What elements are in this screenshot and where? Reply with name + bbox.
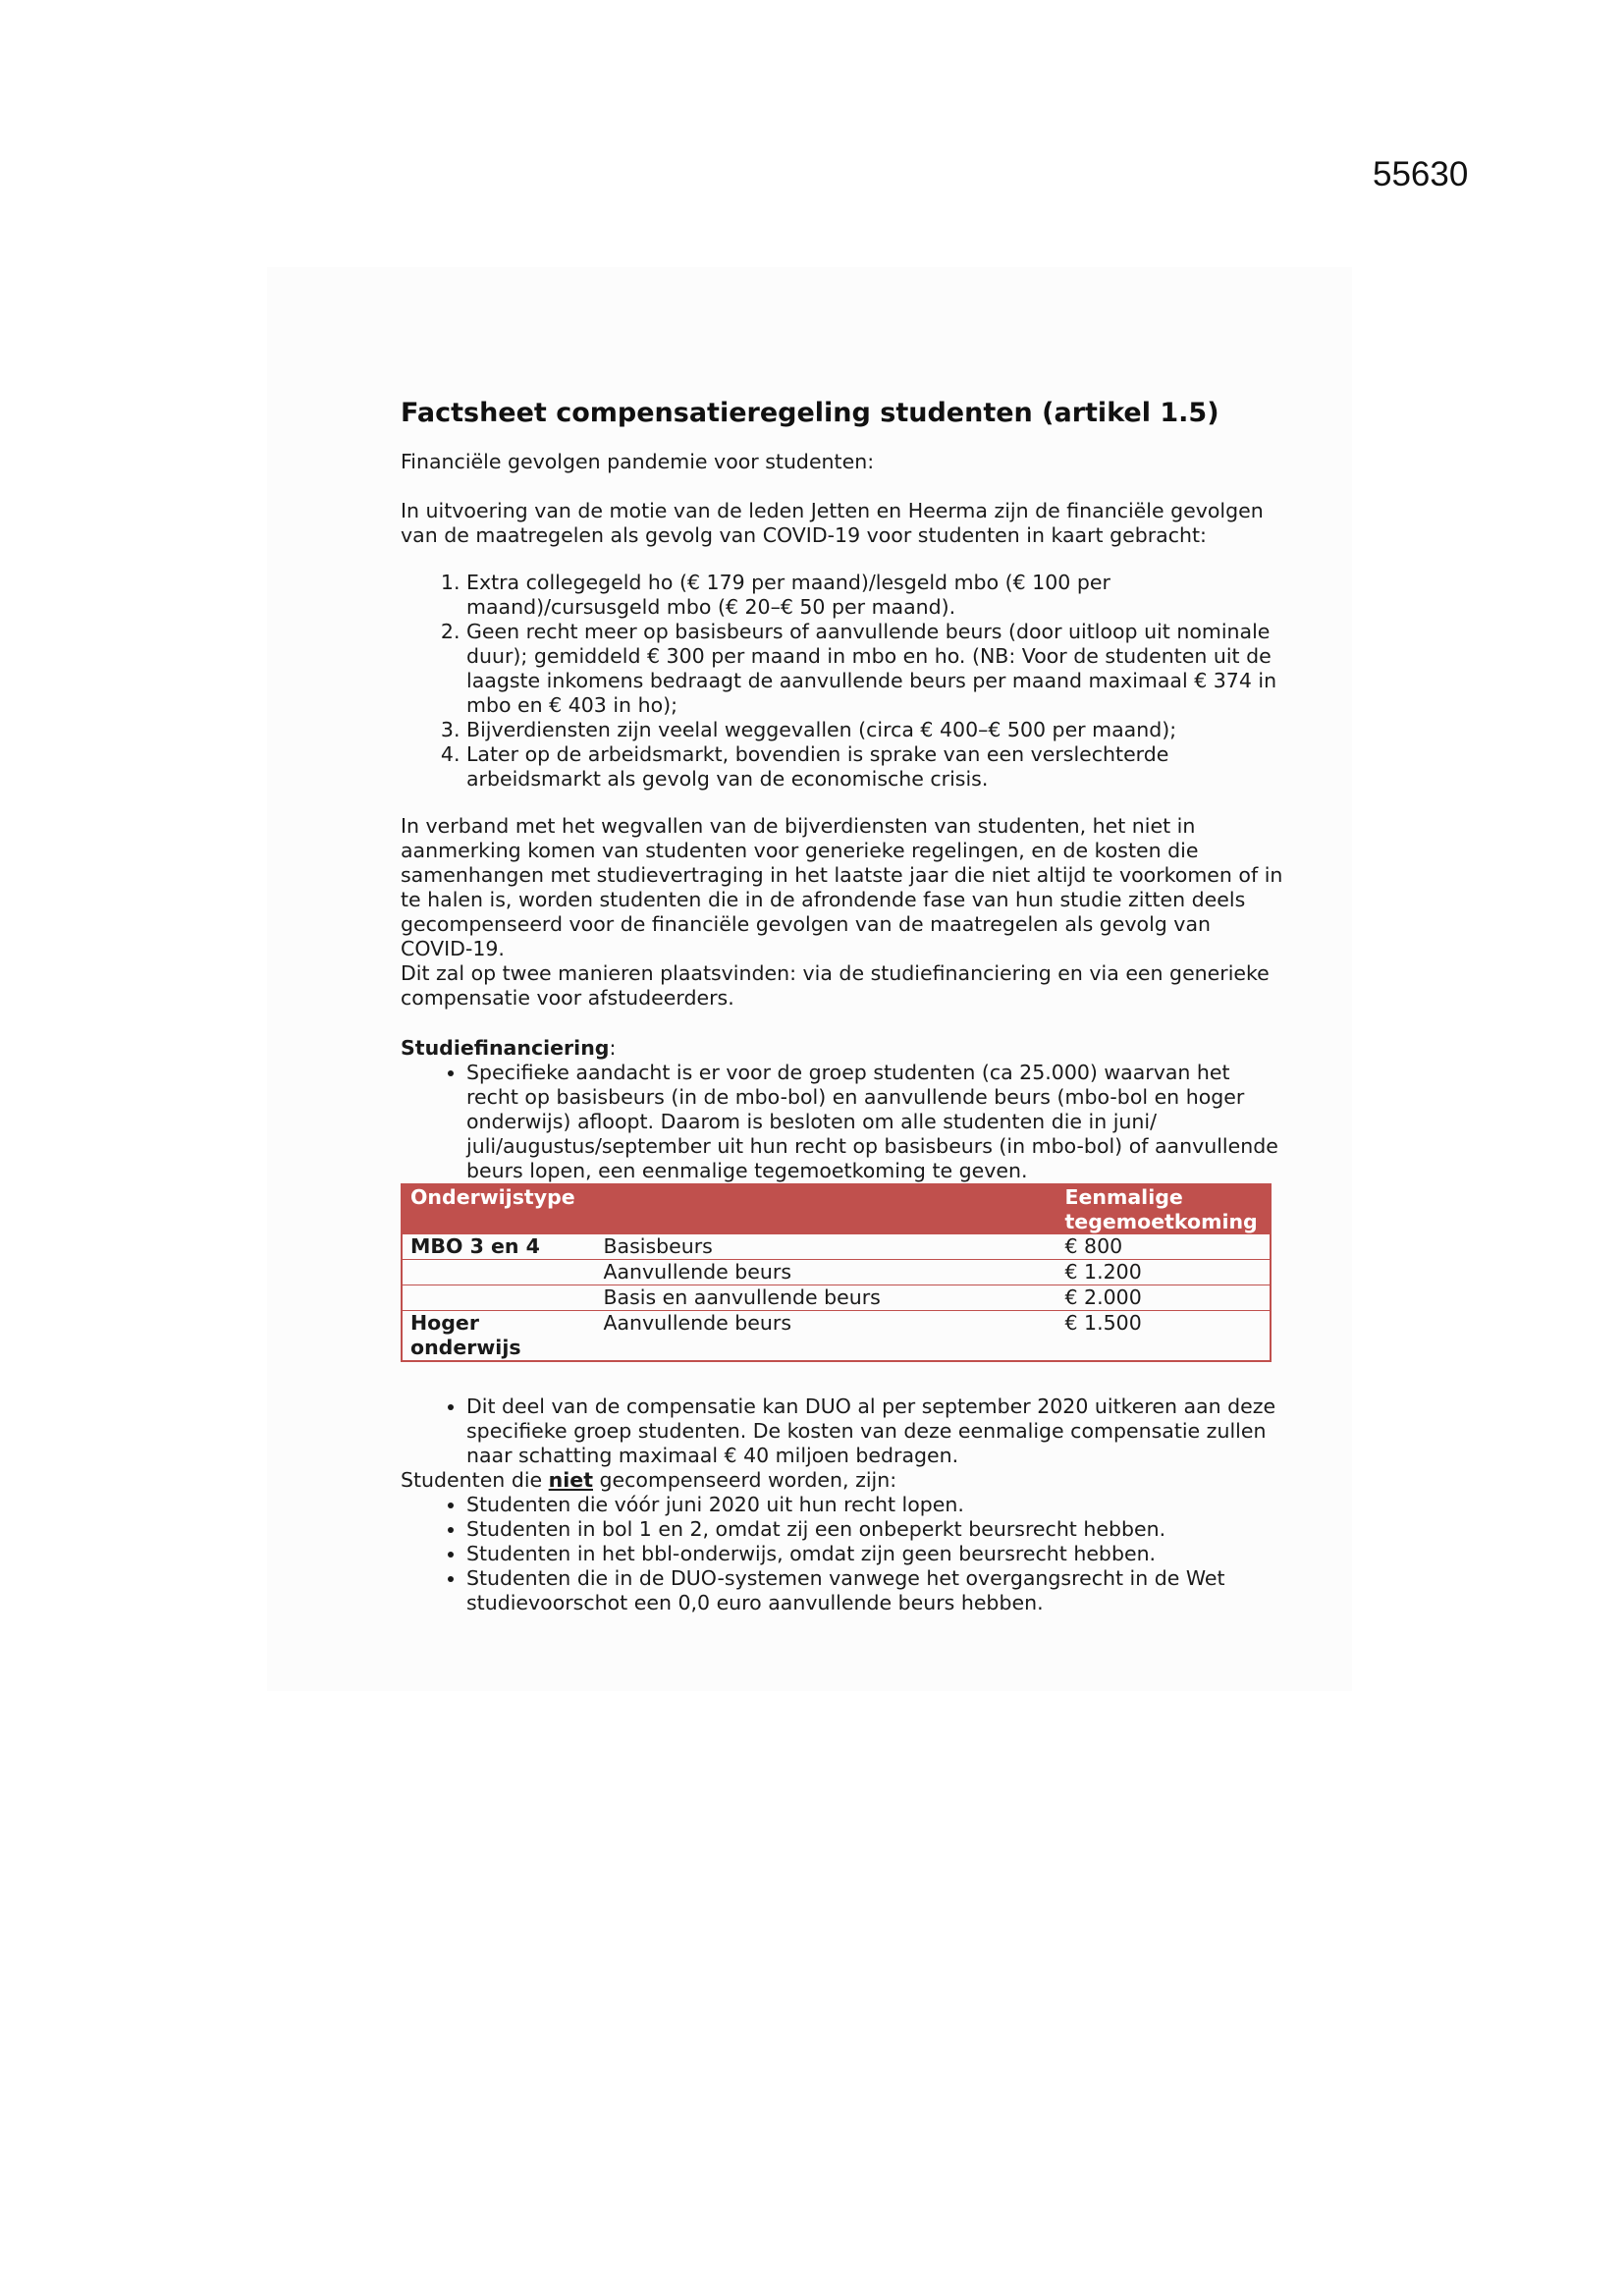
- list-item: • Specifieke aandacht is er voor de groep studenten (ca 25.000) waarvan het recht op basisbeurs (in de mbo-bol) en aanvullende beurs (mbo-bol en hoger onderwijs) afloopt. Daarom is besloten om alle studenten die in juni/ juli/augustus/september uit hun recht op basisbeurs (in mbo-bol) of aanvullende beurs lopen, een eenmalige tegemoetkoming te geven.: [466, 1061, 1284, 1183]
- table-row: [402, 1311, 1271, 1362]
- intro-paragraph: In uitvoering van de motie van de leden Jetten en Heerma zijn de financiële gevolgen van de maatregelen als gevolg van COVID-19 voor studenten in kaart gebracht:: [401, 499, 1264, 547]
- section-heading-colon: :: [609, 1036, 617, 1060]
- compensation-table: [401, 1183, 1272, 1362]
- studiefinanciering-list: [401, 1061, 1284, 1183]
- payout-list: [401, 1394, 1284, 1468]
- table-header-row: [402, 1184, 1271, 1234]
- table-row: [402, 1260, 1271, 1285]
- not-compensated-intro: [401, 1468, 1284, 1493]
- cell-amount: € 2.000: [1056, 1285, 1271, 1311]
- page-number: 55630: [1373, 155, 1469, 193]
- compensation-paragraph: In verband met het wegvallen van de bijverdiensten van studenten, het niet in aanmerking komen van studenten voor generieke regelingen, en de kosten die samenhangen met studievertraging in het laatste jaar die niet altijd te voorkomen of in te halen is, worden studenten die in de afrondende fase van hun studie zitten deels gecompenseerd voor de financiële gevolgen van de maatregelen als gevolg van COVID-19.: [401, 814, 1283, 960]
- list-item: • Studenten die in de DUO-systemen vanwege het overgangsrecht in de Wet studievoorschot een 0,0 euro aanvullende beurs hebben.: [466, 1566, 1284, 1615]
- list-item: 1. Extra collegegeld ho (€ 179 per maand)/lesgeld mbo (€ 100 per maand)/cursusgeld mbo (€ 20–€ 50 per maand).: [466, 571, 1284, 620]
- cell-amount: € 800: [1056, 1234, 1271, 1260]
- list-item: • Studenten in het bbl-onderwijs, omdat zijn geen beursrecht hebben.: [466, 1542, 1284, 1566]
- cell-type: [402, 1260, 595, 1285]
- methods-paragraph: Dit zal op twee manieren plaatsvinden: via de studiefinanciering en via een generieke compensatie voor afstudeerders.: [401, 961, 1270, 1010]
- not-compensated-list: [401, 1493, 1284, 1615]
- list-item: • Dit deel van de compensatie kan DUO al per september 2020 uitkeren aan deze specifieke groep studenten. De kosten van deze eenmalige compensatie zullen naar schatting maximaal € 40 miljoen bedragen.: [466, 1394, 1284, 1468]
- table-row: [402, 1234, 1271, 1260]
- studiefinanciering-section: [401, 1036, 1284, 1061]
- section-heading: Studiefinanciering: [401, 1036, 610, 1060]
- cell-type: Hoger onderwijs: [402, 1311, 595, 1362]
- cell-type: [402, 1285, 595, 1311]
- header-tegemoetkoming: Eenmalige tegemoetkoming: [1056, 1184, 1271, 1234]
- list-item: 2. Geen recht meer op basisbeurs of aanvullende beurs (door uitloop uit nominale duur); gemiddeld € 300 per maand in mbo en ho. (NB: Voor de studenten uit de laagste inkomens bedraagt de aanvullende beurs per maand maximaal € 374 in mbo en € 403 in ho);: [466, 620, 1284, 718]
- intro-prefix: Studenten die: [401, 1468, 549, 1492]
- cell-type: MBO 3 en 4: [402, 1234, 595, 1260]
- list-item: • Studenten in bol 1 en 2, omdat zij een onbeperkt beursrecht hebben.: [466, 1517, 1284, 1542]
- list-item: 3. Bijverdiensten zijn veelal weggevallen (circa € 400–€ 500 per maand);: [466, 718, 1284, 742]
- table-row: [402, 1285, 1271, 1311]
- cell-subtype: Aanvullende beurs: [595, 1311, 1056, 1362]
- cell-subtype: Basisbeurs: [595, 1234, 1056, 1260]
- list-item: 4. Later op de arbeidsmarkt, bovendien is sprake van een verslechterde arbeidsmarkt als gevolg van de economische crisis.: [466, 742, 1284, 792]
- document-body: [401, 397, 1284, 1615]
- consequences-list: [401, 571, 1284, 792]
- cell-subtype: Basis en aanvullende beurs: [595, 1285, 1056, 1311]
- cell-amount: € 1.200: [1056, 1260, 1271, 1285]
- header-onderwijstype: Onderwijstype: [402, 1184, 1056, 1234]
- intro-suffix: gecompenseerd worden, zijn:: [593, 1468, 897, 1492]
- subtitle: Financiële gevolgen pandemie voor studenten:: [401, 450, 875, 473]
- document-title: Factsheet compensatieregeling studenten (artikel 1.5): [401, 398, 1219, 428]
- list-item: • Studenten die vóór juni 2020 uit hun recht lopen.: [466, 1493, 1284, 1517]
- cell-amount: € 1.500: [1056, 1311, 1271, 1362]
- cell-subtype: Aanvullende beurs: [595, 1260, 1056, 1285]
- emphasis-niet: niet: [548, 1468, 593, 1492]
